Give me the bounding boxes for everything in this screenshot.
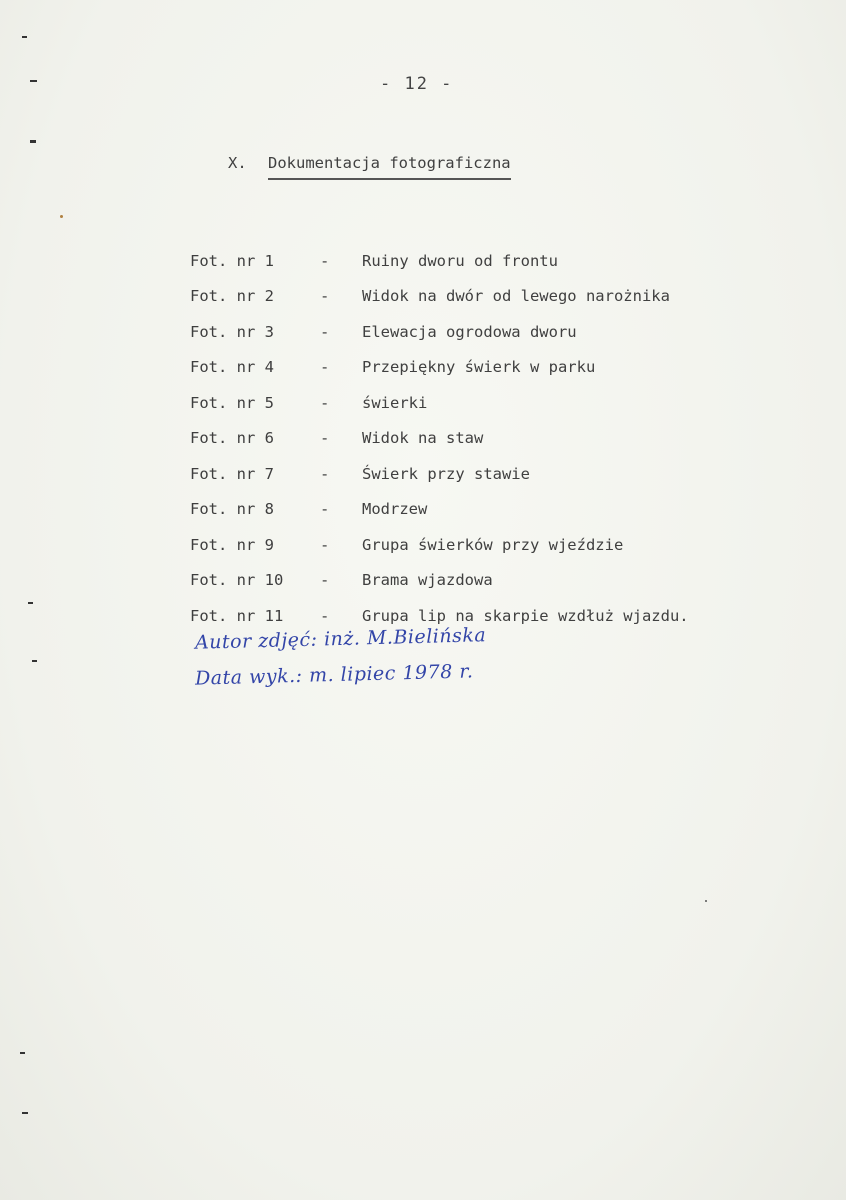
photo-dash: - xyxy=(320,287,330,306)
photo-dash: - xyxy=(320,535,330,554)
section-number: X. xyxy=(228,154,247,172)
photo-description: Widok na staw xyxy=(362,429,484,448)
page-number: - 12 - xyxy=(380,74,454,94)
photo-dash: - xyxy=(320,464,330,483)
list-item xyxy=(190,456,689,492)
list-item xyxy=(190,243,689,279)
photo-dash: - xyxy=(320,393,330,412)
photo-description: Przepiękny świerk w parku xyxy=(362,358,596,377)
list-item xyxy=(190,492,689,528)
photo-dash: - xyxy=(320,322,330,341)
list-item xyxy=(190,421,689,457)
margin-mark xyxy=(20,1052,25,1054)
photo-dash: - xyxy=(320,500,330,519)
paper-speck xyxy=(60,215,63,218)
margin-mark xyxy=(28,602,33,604)
photo-label: Fot. nr 4 xyxy=(190,358,274,377)
photo-label: Fot. nr 6 xyxy=(190,429,274,448)
margin-mark xyxy=(22,36,27,38)
photo-description: świerki xyxy=(362,393,428,412)
list-item xyxy=(190,350,689,386)
paper-speck xyxy=(705,900,707,902)
section-title: Dokumentacja fotograficzna xyxy=(268,154,511,180)
photo-description: Grupa lip na skarpie wzdłuż wjazdu. xyxy=(362,606,689,625)
photo-label: Fot. nr 1 xyxy=(190,251,274,270)
photo-dash: - xyxy=(320,251,330,270)
photo-label: Fot. nr 2 xyxy=(190,287,274,306)
photo-description: Ruiny dworu od frontu xyxy=(362,251,558,270)
list-item xyxy=(190,527,689,563)
photo-label: Fot. nr 9 xyxy=(190,535,274,554)
margin-mark xyxy=(32,660,37,662)
photo-dash: - xyxy=(320,358,330,377)
handwritten-author-note: Autor zdjęć: inż. M.Bielińska xyxy=(194,624,487,654)
list-item xyxy=(190,279,689,315)
photo-description: Brama wjazdowa xyxy=(362,571,493,590)
photo-dash: - xyxy=(320,429,330,448)
margin-mark xyxy=(22,1112,28,1114)
photo-label: Fot. nr 7 xyxy=(190,464,274,483)
margin-mark xyxy=(30,80,37,82)
photo-label: Fot. nr 3 xyxy=(190,322,274,341)
list-item xyxy=(190,314,689,350)
photo-list xyxy=(190,243,689,634)
photo-description: Elewacja ogrodowa dworu xyxy=(362,322,577,341)
photo-label: Fot. nr 8 xyxy=(190,500,274,519)
photo-label: Fot. nr 5 xyxy=(190,393,274,412)
photo-description: Modrzew xyxy=(362,500,428,519)
photo-dash: - xyxy=(320,606,330,625)
handwritten-date-note: Data wyk.: m. lipiec 1978 r. xyxy=(194,660,474,690)
photo-label: Fot. nr 10 xyxy=(190,571,284,590)
list-item xyxy=(190,385,689,421)
photo-label: Fot. nr 11 xyxy=(190,606,284,625)
photo-description: Widok na dwór od lewego narożnika xyxy=(362,287,670,306)
photo-description: Grupa świerków przy wjeździe xyxy=(362,535,624,554)
photo-description: Świerk przy stawie xyxy=(362,464,530,483)
margin-mark xyxy=(30,140,36,143)
list-item xyxy=(190,563,689,599)
photo-dash: - xyxy=(320,571,330,590)
section-heading xyxy=(228,154,511,180)
